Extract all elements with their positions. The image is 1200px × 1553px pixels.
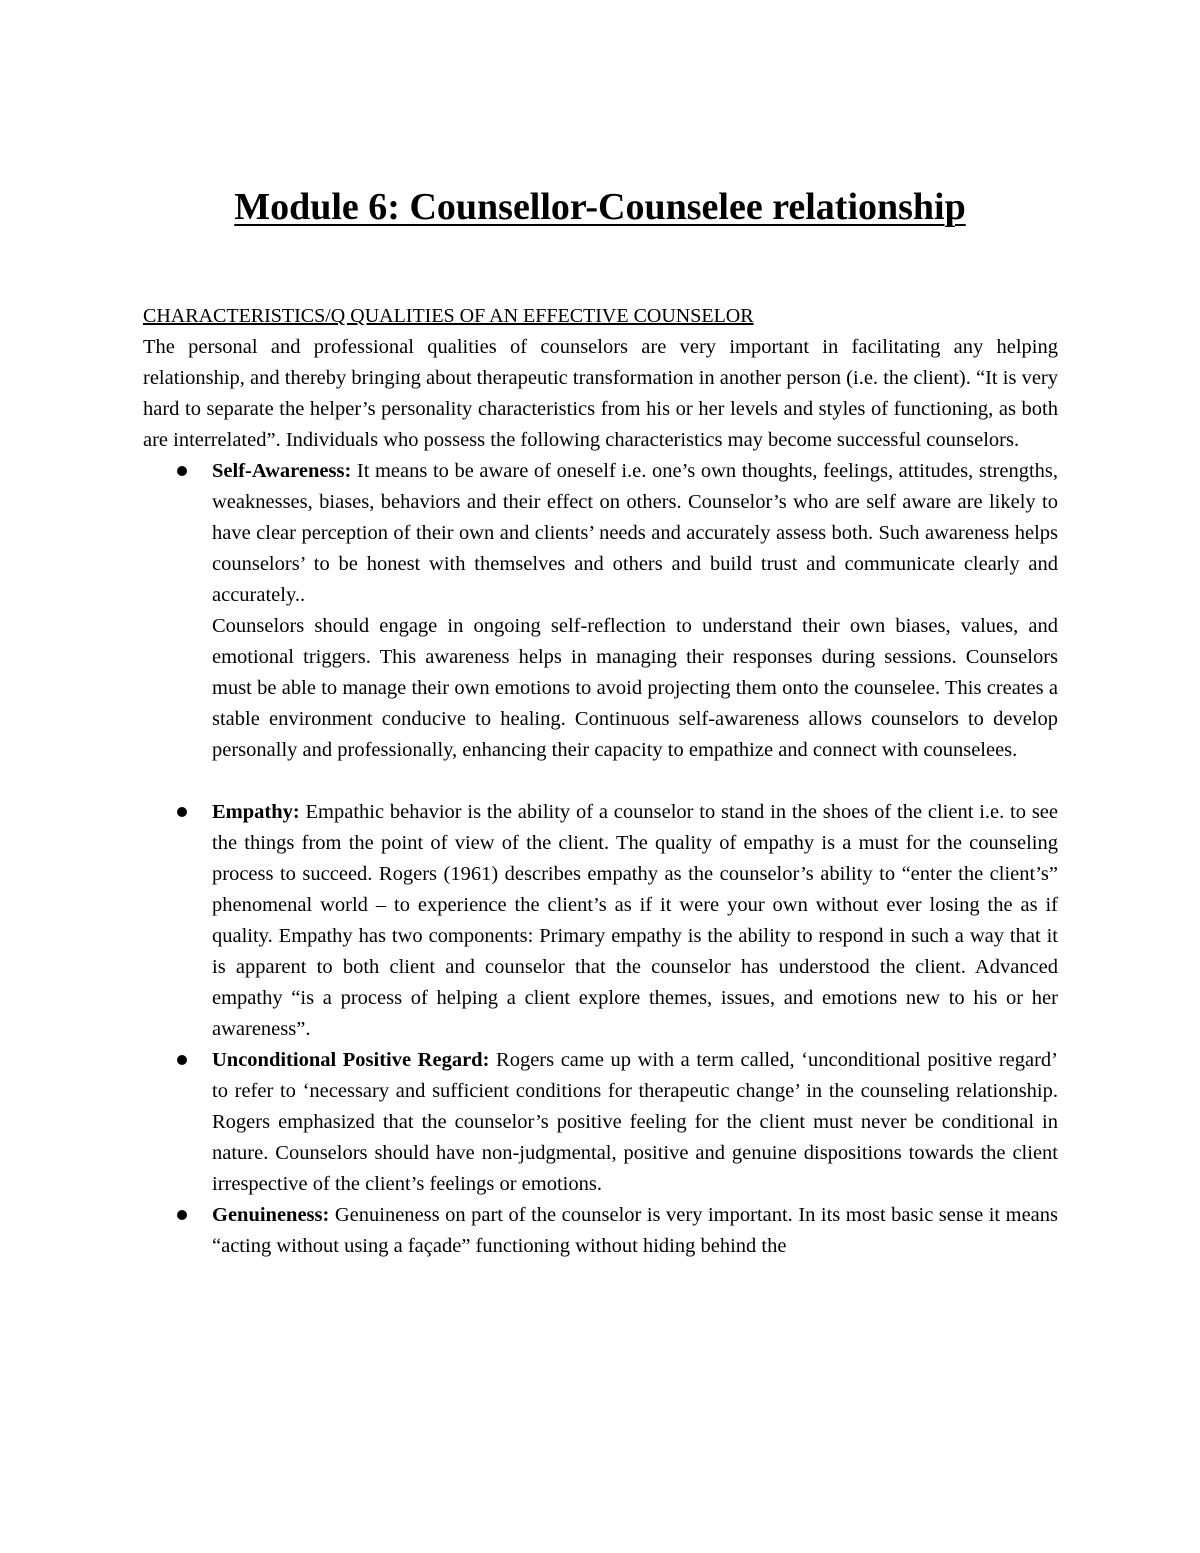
list-item-paragraph <box>212 456 1058 611</box>
section-heading: CHARACTERISTICS/Q QUALITIES OF AN EFFECTIVE COUNSELOR <box>143 305 754 327</box>
spacer <box>143 766 1058 797</box>
term-description: Genuineness on part of the counselor is very important. In its most basic sense it means “acting without using a façade” functioning without hiding behind the <box>212 1204 1058 1257</box>
document-body <box>143 301 1058 1262</box>
characteristics-list <box>143 456 1058 1262</box>
bullet-icon <box>177 1055 187 1065</box>
list-item-unconditional-positive-regard <box>143 1045 1058 1200</box>
list-item-empathy <box>143 797 1058 1045</box>
list-item-self-awareness <box>143 456 1058 766</box>
bullet-icon <box>177 807 187 817</box>
list-item-body <box>212 456 1058 766</box>
term-label: Self-Awareness: <box>212 460 352 482</box>
intro-paragraph: The personal and professional qualities of counselors are very important in facilitating any helping relationship, and thereby bringing about therapeutic transformation in another person (i.e. the client). “It is very hard to separate the helper’s personality characteristics from his or her levels and styles of functioning, as both are interrelated”. Individuals who possess the following characteristics may become successful counselors. <box>143 336 1058 451</box>
list-item-body <box>212 1045 1058 1200</box>
term-label: Unconditional Positive Regard: <box>212 1049 490 1071</box>
list-item-paragraph <box>212 1045 1058 1200</box>
bullet-icon <box>177 1210 187 1220</box>
list-item-body <box>212 1200 1058 1262</box>
list-item-body <box>212 797 1058 1045</box>
list-item-extra-paragraph: Counselors should engage in ongoing self-reflection to understand their own biases, values, and emotional triggers. This awareness helps in managing their responses during sessions. Counselors must be able to manage their own emotions to avoid projecting them onto the counselee. This creates a stable environment conducive to healing. Continuous self-awareness allows counselors to develop personally and professionally, enhancing their capacity to empathize and connect with counselees. <box>212 615 1058 761</box>
list-item-paragraph <box>212 797 1058 1045</box>
term-label: Empathy: <box>212 801 300 823</box>
list-item-genuineness <box>143 1200 1058 1262</box>
document-title: Module 6: Counsellor-Counselee relationship <box>234 186 966 228</box>
term-label: Genuineness: <box>212 1204 330 1226</box>
list-item-paragraph <box>212 1200 1058 1262</box>
term-description: Empathic behavior is the ability of a counselor to stand in the shoes of the client i.e. to see the things from the point of view of the client. The quality of empathy is a must for the counseling process to succeed. Rogers (1961) describes empathy as the counselor’s ability to “enter the client’s” phenomenal world – to experience the client’s as if it were your own without ever losing the as if quality. Empathy has two components: Primary empathy is the ability to respond in such a way that it is apparent to both client and counselor that the counselor has understood the client. Advanced empathy “is a process of helping a client explore themes, issues, and emotions new to his or her awareness”. <box>212 801 1058 1040</box>
term-description: It means to be aware of oneself i.e. one’s own thoughts, feelings, attitudes, strengths, weaknesses, biases, behaviors and their effect on others. Counselor’s who are self aware are likely to have clear perception of their own and clients’ needs and accurately assess both. Such awareness helps counselors’ to be honest with themselves and others and build trust and communicate clearly and accurately.. <box>212 460 1058 606</box>
term-description: Rogers came up with a term called, ‘unconditional positive regard’ to refer to ‘necessary and sufficient conditions for therapeutic change’ in the counseling relationship. Rogers emphasized that the counselor’s positive feeling for the client must never be conditional in nature. Counselors should have non-judgmental, positive and genuine dispositions towards the client irrespective of the client’s feelings or emotions. <box>212 1049 1059 1195</box>
bullet-icon <box>177 466 187 476</box>
